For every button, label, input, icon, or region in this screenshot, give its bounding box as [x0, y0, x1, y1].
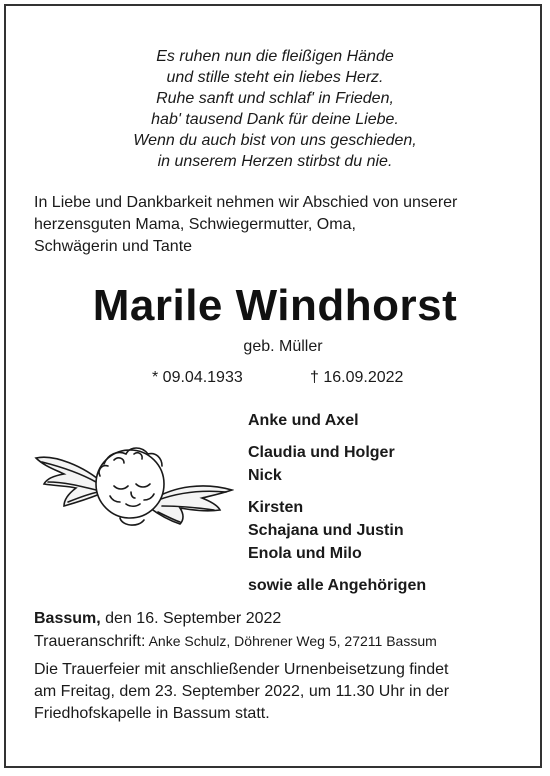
- family-group: [248, 496, 426, 565]
- date: den 16. September 2022: [100, 610, 282, 627]
- intro-line: herzensguten Mama, Schwiegermutter, Oma,: [34, 216, 356, 233]
- poem-line: und stille steht ein liebes Herz.: [166, 69, 384, 86]
- family-member: sowie alle Angehörigen: [248, 577, 427, 594]
- poem-line: hab' tausend Dank für deine Liebe.: [151, 111, 399, 128]
- intro-text: [34, 192, 524, 258]
- family-member: Schajana und Justin: [248, 522, 404, 539]
- address: Anke Schulz, Döhrener Weg 5, 27211 Bassum: [145, 633, 437, 649]
- family-member: Anke und Axel: [248, 412, 359, 429]
- poem-line: in unserem Herzen stirbst du nie.: [157, 153, 393, 170]
- maiden-name: geb. Müller: [243, 338, 323, 355]
- deceased-name: Marile Windhorst: [92, 281, 458, 330]
- intro-line: Schwägerin und Tante: [34, 238, 193, 255]
- place: Bassum,: [34, 610, 101, 627]
- intro-line: In Liebe und Dankbarkeit nehmen wir Abschied von unserer: [34, 194, 458, 211]
- poem: [0, 46, 550, 172]
- poem-line: Ruhe sanft und schlaf' in Frieden,: [156, 90, 394, 107]
- service-line: am Freitag, dem 23. September 2022, um 11.30 Uhr in der: [34, 683, 450, 700]
- family-member: Claudia und Holger: [248, 444, 395, 461]
- poem-line: Wenn du auch bist von uns geschieden,: [133, 132, 417, 149]
- place-date-line: [34, 608, 524, 630]
- family-group: [248, 574, 426, 597]
- birth-date: * 09.04.1933: [152, 369, 243, 386]
- family-member: Nick: [248, 467, 282, 484]
- family-group: [248, 441, 426, 487]
- family-list: [248, 409, 426, 606]
- cherub-icon: [34, 436, 234, 536]
- family-member: Kirsten: [248, 499, 304, 516]
- service-line: Die Trauerfeier mit anschließender Urnenbeisetzung findet: [34, 661, 449, 678]
- address-line: [34, 630, 524, 653]
- family-group: [248, 409, 426, 432]
- poem-line: Es ruhen nun die fleißigen Hände: [156, 48, 394, 65]
- footer: [34, 608, 524, 725]
- address-label: Traueranschrift:: [34, 633, 146, 650]
- death-date: † 16.09.2022: [310, 369, 404, 386]
- family-member: Enola und Milo: [248, 545, 362, 562]
- service-line: Friedhofskapelle in Bassum statt.: [34, 705, 270, 722]
